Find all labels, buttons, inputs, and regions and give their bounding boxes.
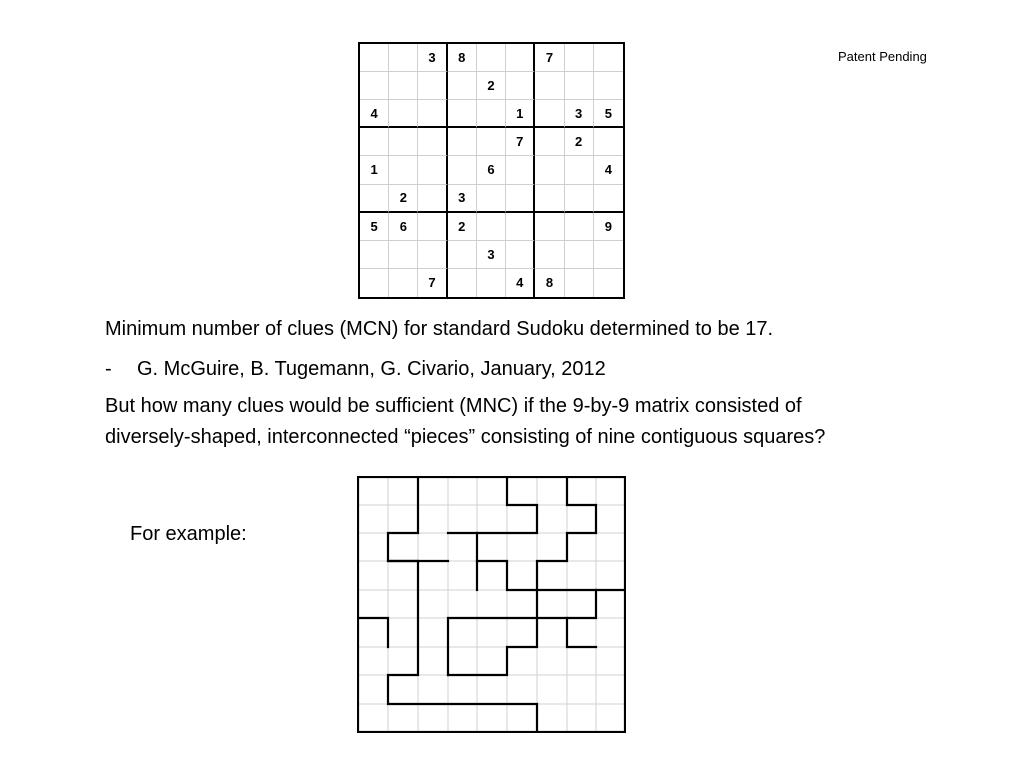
sudoku-cell bbox=[565, 213, 594, 241]
sudoku-cell bbox=[448, 269, 477, 297]
jigsaw-piece-borders bbox=[358, 477, 625, 732]
citation-text: G. McGuire, B. Tugemann, G. Civario, January, 2012 bbox=[137, 358, 606, 380]
sudoku-cell bbox=[506, 72, 535, 100]
jigsaw-grid bbox=[357, 476, 626, 733]
sudoku-cell: 5 bbox=[594, 100, 623, 128]
sudoku-cell bbox=[389, 44, 418, 72]
sudoku-cell bbox=[477, 213, 506, 241]
sudoku-cell bbox=[448, 128, 477, 156]
sudoku-cell bbox=[506, 156, 535, 184]
sudoku-cell: 4 bbox=[594, 156, 623, 184]
sudoku-cell bbox=[477, 128, 506, 156]
sudoku-cell bbox=[565, 72, 594, 100]
sudoku-cell bbox=[477, 44, 506, 72]
sudoku-cell: 7 bbox=[535, 44, 564, 72]
sudoku-cell bbox=[565, 269, 594, 297]
sudoku-cell bbox=[418, 213, 447, 241]
sudoku-cell bbox=[389, 72, 418, 100]
question-line-1: But how many clues would be sufficient (MNC) if the 9-by-9 matrix consisted of bbox=[105, 395, 802, 417]
sudoku-cell: 2 bbox=[477, 72, 506, 100]
sudoku-cell: 2 bbox=[448, 213, 477, 241]
sudoku-cell bbox=[535, 185, 564, 213]
sudoku-cell: 1 bbox=[506, 100, 535, 128]
sudoku-cell bbox=[418, 156, 447, 184]
sudoku-cell bbox=[389, 156, 418, 184]
jigsaw-thin-gridlines bbox=[358, 477, 625, 732]
sudoku-cell: 3 bbox=[477, 241, 506, 269]
sudoku-cell bbox=[418, 241, 447, 269]
sudoku-cell bbox=[448, 156, 477, 184]
sudoku-grid bbox=[358, 42, 625, 299]
sudoku-cell: 6 bbox=[389, 213, 418, 241]
sudoku-cell bbox=[477, 100, 506, 128]
citation-dash: - bbox=[105, 358, 112, 380]
sudoku-cell bbox=[418, 128, 447, 156]
sudoku-cell: 5 bbox=[360, 213, 389, 241]
sudoku-cell: 1 bbox=[360, 156, 389, 184]
sudoku-cell bbox=[594, 44, 623, 72]
sudoku-cell: 4 bbox=[360, 100, 389, 128]
sudoku-cell bbox=[594, 128, 623, 156]
sudoku-cell: 6 bbox=[477, 156, 506, 184]
sudoku-cell bbox=[360, 44, 389, 72]
sudoku-cell: 2 bbox=[389, 185, 418, 213]
sudoku-cell bbox=[448, 241, 477, 269]
sudoku-cell bbox=[360, 241, 389, 269]
sudoku-cell bbox=[565, 156, 594, 184]
sudoku-cell bbox=[506, 213, 535, 241]
sudoku-cell bbox=[506, 241, 535, 269]
sudoku-cell: 3 bbox=[565, 100, 594, 128]
sudoku-cell bbox=[535, 241, 564, 269]
sudoku-cell bbox=[535, 213, 564, 241]
sudoku-cell bbox=[360, 185, 389, 213]
sudoku-cell bbox=[594, 72, 623, 100]
sudoku-cell: 8 bbox=[448, 44, 477, 72]
sudoku-cell bbox=[594, 241, 623, 269]
citation bbox=[105, 354, 606, 384]
sudoku-cell bbox=[389, 269, 418, 297]
sudoku-cell bbox=[448, 72, 477, 100]
question-line-2: diversely-shaped, interconnected “pieces” consisting of nine contiguous squares? bbox=[105, 426, 826, 448]
sudoku-cell: 7 bbox=[418, 269, 447, 297]
sudoku-cell bbox=[418, 185, 447, 213]
sudoku-cell bbox=[535, 100, 564, 128]
sudoku-cell bbox=[535, 72, 564, 100]
sudoku-cell: 3 bbox=[448, 185, 477, 213]
patent-pending-label: Patent Pending bbox=[838, 49, 927, 64]
sudoku-cell bbox=[565, 44, 594, 72]
sudoku-cell bbox=[389, 128, 418, 156]
sudoku-cell bbox=[594, 269, 623, 297]
sudoku-cell: 9 bbox=[594, 213, 623, 241]
sudoku-cell: 2 bbox=[565, 128, 594, 156]
sudoku-cell: 4 bbox=[506, 269, 535, 297]
sudoku-cell bbox=[594, 185, 623, 213]
sudoku-cell bbox=[535, 156, 564, 184]
sudoku-cell bbox=[389, 100, 418, 128]
sudoku-cell bbox=[360, 269, 389, 297]
sudoku-cell bbox=[506, 44, 535, 72]
sudoku-cell bbox=[565, 185, 594, 213]
sudoku-cell: 8 bbox=[535, 269, 564, 297]
sudoku-cell bbox=[565, 241, 594, 269]
sudoku-cell bbox=[535, 128, 564, 156]
sudoku-cell: 3 bbox=[418, 44, 447, 72]
sudoku-cell: 7 bbox=[506, 128, 535, 156]
sudoku-cell bbox=[418, 72, 447, 100]
sudoku-cell bbox=[448, 100, 477, 128]
example-label: For example: bbox=[130, 523, 247, 545]
sudoku-cell bbox=[360, 128, 389, 156]
sudoku-cell bbox=[477, 269, 506, 297]
sudoku-cell bbox=[360, 72, 389, 100]
mcn-statement: Minimum number of clues (MCN) for standard Sudoku determined to be 17. bbox=[105, 318, 774, 340]
sudoku-cell bbox=[477, 185, 506, 213]
sudoku-cell bbox=[418, 100, 447, 128]
sudoku-cell bbox=[389, 241, 418, 269]
sudoku-cell bbox=[506, 185, 535, 213]
